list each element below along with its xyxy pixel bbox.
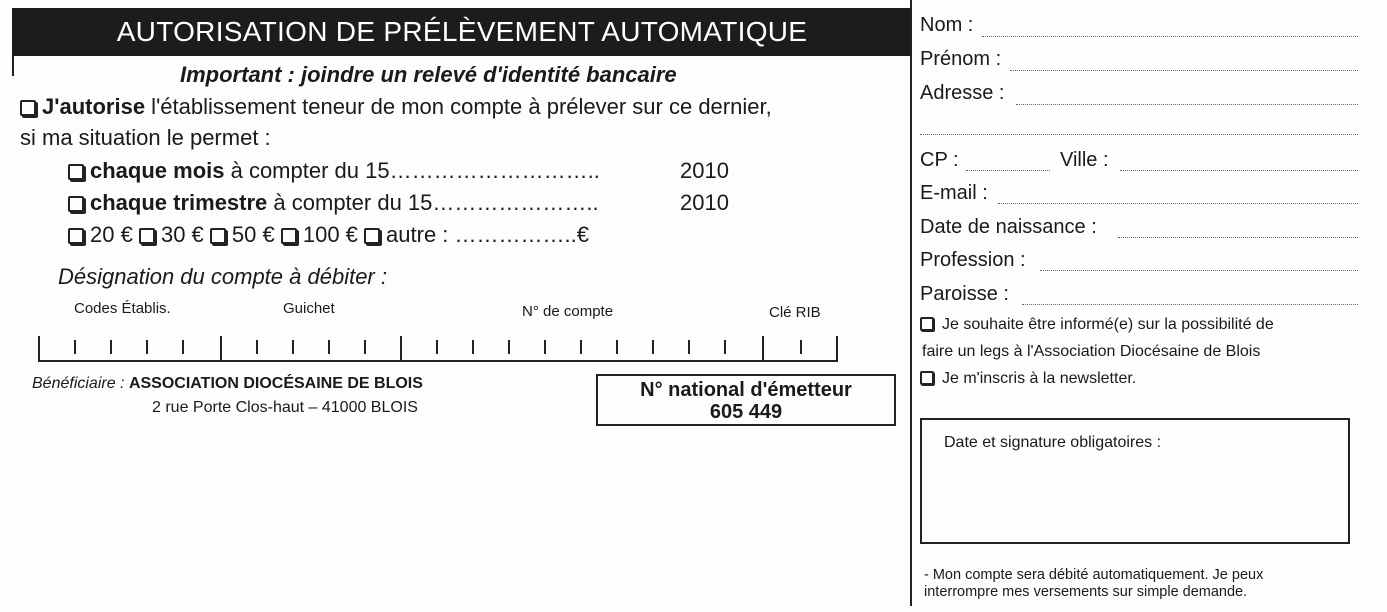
legacy-text-2: faire un legs à l'Association Diocésaine de Blois xyxy=(922,343,1261,360)
name-field[interactable] xyxy=(982,36,1358,37)
quarterly-option xyxy=(68,190,599,216)
rib-tick xyxy=(182,340,184,354)
amount-30: 30 € xyxy=(160,222,204,247)
emitter-label: N° national d'émetteur xyxy=(640,379,852,401)
account-designation: Désignation du compte à débiter : xyxy=(58,264,387,289)
legacy-option xyxy=(920,316,1274,334)
monthly-bold: chaque mois xyxy=(90,158,225,183)
rib-bank-code-label: Codes Établis. xyxy=(74,300,171,317)
amount-options xyxy=(68,222,589,248)
rib-tick xyxy=(364,340,366,354)
rib-tick xyxy=(146,340,148,354)
rib-input-baseline[interactable] xyxy=(38,360,838,362)
beneficiary-address: 2 rue Porte Clos-haut – 41000 BLOIS xyxy=(152,399,418,416)
rib-tick xyxy=(256,340,258,354)
emitter-number: 605 449 xyxy=(709,401,783,423)
amount-50-checkbox[interactable] xyxy=(210,228,226,244)
amount-20-checkbox[interactable] xyxy=(68,228,84,244)
quarterly-year: 2010 xyxy=(680,190,729,215)
quarterly-bold: chaque trimestre xyxy=(90,190,268,215)
amount-50: 50 € xyxy=(231,222,275,247)
rib-key-label: Clé RIB xyxy=(769,304,821,321)
amount-30-checkbox[interactable] xyxy=(139,228,155,244)
authorize-line-2: si ma situation le permet : xyxy=(20,125,271,150)
address-field[interactable] xyxy=(1016,104,1358,105)
amount-other-checkbox[interactable] xyxy=(364,228,380,244)
name-label: Nom : xyxy=(920,14,974,36)
amount-100-checkbox[interactable] xyxy=(281,228,297,244)
authorize-line xyxy=(20,94,772,120)
rib-tick xyxy=(544,340,546,354)
note-line-2: interrompre mes versements sur simple demande. xyxy=(924,584,1248,600)
rib-tick xyxy=(652,340,654,354)
monthly-year: 2010 xyxy=(680,158,729,183)
rib-tick xyxy=(472,340,474,354)
quarterly-checkbox[interactable] xyxy=(68,196,84,212)
monthly-option xyxy=(68,158,600,184)
rib-tick xyxy=(436,340,438,354)
profession-field[interactable] xyxy=(1040,270,1358,271)
amount-other: autre : ……………..€ xyxy=(386,222,589,247)
postcode-label: CP : xyxy=(920,149,959,171)
address-label: Adresse : xyxy=(920,82,1005,104)
parish-field[interactable] xyxy=(1022,304,1358,305)
email-field[interactable] xyxy=(998,203,1358,204)
monthly-text: à compter du 15……………………….. xyxy=(224,158,600,183)
parish-label: Paroisse : xyxy=(920,283,1009,305)
left-border xyxy=(12,56,14,76)
address-field-line2[interactable] xyxy=(920,134,1358,135)
postcode-field[interactable] xyxy=(966,170,1050,171)
rib-tick xyxy=(836,336,838,362)
rib-tick xyxy=(800,340,802,354)
rib-tick xyxy=(724,340,726,354)
firstname-label: Prénom : xyxy=(920,48,1002,70)
rib-tick xyxy=(38,336,40,362)
rib-account-label: N° de compte xyxy=(522,303,614,320)
authorize-text: l'établissement teneur de mon compte à prélever sur ce dernier, xyxy=(145,94,772,119)
rib-tick xyxy=(616,340,618,354)
rib-branch-label: Guichet xyxy=(283,300,335,317)
form-title: AUTORISATION DE PRÉLÈVEMENT AUTOMATIQUE xyxy=(12,8,912,56)
rib-tick xyxy=(220,336,222,362)
signature-label: Date et signature obligatoires : xyxy=(944,434,1162,451)
newsletter-checkbox[interactable] xyxy=(920,371,934,385)
email-label: E-mail : xyxy=(920,182,988,204)
firstname-field[interactable] xyxy=(1010,70,1358,71)
rib-tick xyxy=(328,340,330,354)
newsletter-text: Je m'inscris à la newsletter. xyxy=(942,370,1137,387)
beneficiary-line xyxy=(32,375,423,393)
rib-tick xyxy=(508,340,510,354)
city-field[interactable] xyxy=(1120,170,1358,171)
rib-tick xyxy=(400,336,402,362)
rib-tick xyxy=(292,340,294,354)
rib-tick xyxy=(110,340,112,354)
rib-tick xyxy=(74,340,76,354)
legacy-text-1: Je souhaite être informé(e) sur la possibilité de xyxy=(942,316,1274,333)
legacy-checkbox[interactable] xyxy=(920,317,934,331)
profession-label: Profession : xyxy=(920,249,1026,271)
beneficiary-name: ASSOCIATION DIOCÉSAINE DE BLOIS xyxy=(128,375,423,392)
rib-tick xyxy=(580,340,582,354)
newsletter-option xyxy=(920,370,1136,388)
amount-100: 100 € xyxy=(302,222,358,247)
rib-tick xyxy=(688,340,690,354)
note-line-1: - Mon compte sera débité automatiquement. Je peux xyxy=(924,567,1264,583)
amount-20: 20 € xyxy=(90,222,133,247)
important-note: Important : joindre un relevé d'identité bancaire xyxy=(180,62,677,87)
city-label: Ville : xyxy=(1060,149,1109,171)
birthdate-label: Date de naissance : xyxy=(920,216,1097,238)
quarterly-text: à compter du 15………………….. xyxy=(267,190,599,215)
rib-tick xyxy=(762,336,764,362)
birthdate-field[interactable] xyxy=(1118,237,1358,238)
authorize-checkbox[interactable] xyxy=(20,100,36,116)
emitter-box xyxy=(596,374,896,426)
column-divider xyxy=(910,0,912,606)
authorize-bold: J'autorise xyxy=(42,94,146,119)
monthly-checkbox[interactable] xyxy=(68,164,84,180)
beneficiary-label: Bénéficiaire : xyxy=(32,375,125,392)
